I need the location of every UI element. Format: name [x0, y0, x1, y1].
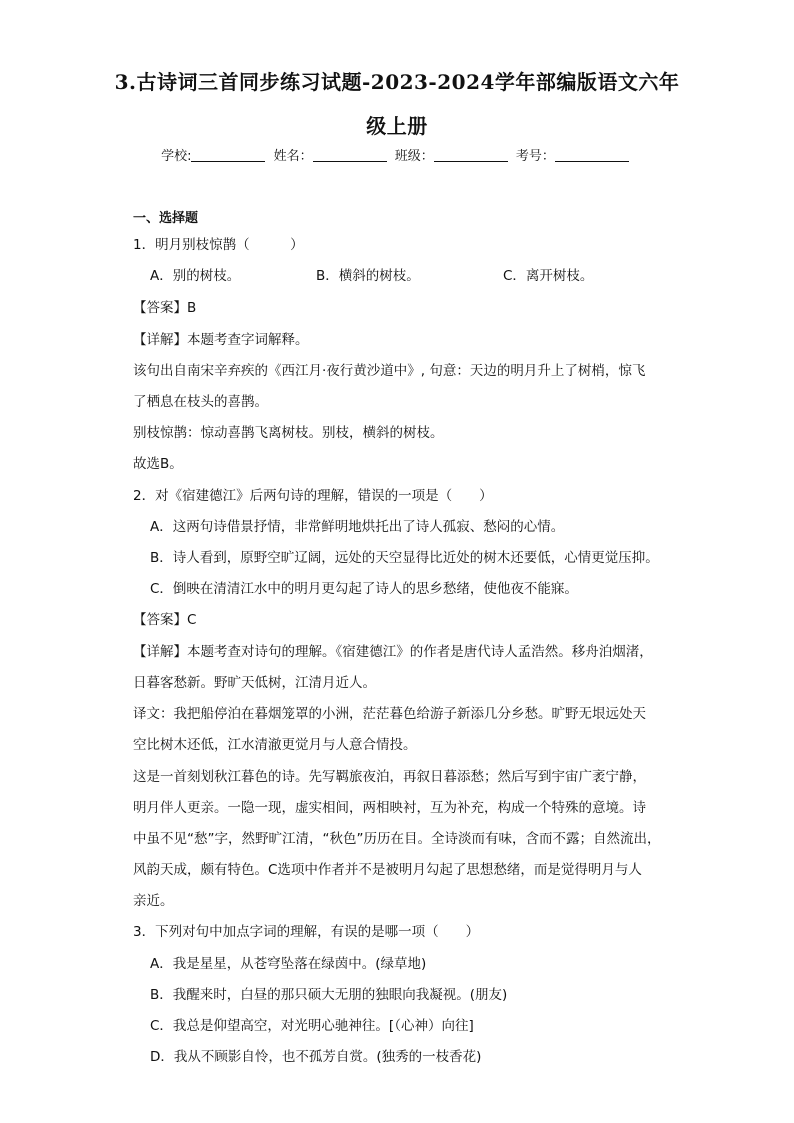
- q1-detail-line: 别枝惊鹊：惊动喜鹊飞离树枝。别枝，横斜的树枝。: [133, 425, 444, 441]
- document-title-line-1: 3.古诗词三首同步练习试题-2023-2024学年部编版语文六年: [114, 70, 680, 94]
- q3-option-b: B．我醒来时，白昼的那只硕大无朋的独眼向我凝视。(朋友): [150, 987, 508, 1003]
- school-blank: [191, 147, 265, 162]
- q1-detail-line: 该句出自南宋辛弃疾的《西江月·夜行黄沙道中》, 句意：天边的明月升上了树梢，惊飞: [133, 363, 646, 379]
- q2-detail-line: 译文：我把船停泊在暮烟笼罩的小洲，茫茫暮色给游子新添几分乡愁。旷野无垠远处天: [133, 706, 646, 722]
- q3-option-d: D．我从不顾影自怜，也不孤芳自赏。(独秀的一枝香花): [150, 1049, 482, 1065]
- document-title-line-2: 级上册: [366, 114, 428, 138]
- q2-answer: 【答案】C: [133, 612, 197, 628]
- q1-answer: 【答案】B: [133, 300, 197, 316]
- q2-detail-line: 亲近。: [133, 893, 174, 909]
- section-heading: 一、选择题: [133, 211, 199, 226]
- q1-option-a: A．别的树枝。: [150, 268, 241, 284]
- q2-detail-line: 【详解】本题考查对诗句的理解。《宿建德江》的作者是唐代诗人孟浩然。移舟泊烟渚，: [133, 644, 653, 660]
- name-blank: [313, 147, 387, 162]
- q2-option-c: C．倒映在清清江水中的明月更勾起了诗人的思乡愁绪，使他夜不能寐。: [150, 581, 578, 597]
- exam-no-blank: [555, 147, 629, 162]
- class-blank: [434, 147, 508, 162]
- q1-detail-line: 【详解】本题考查字词解释。: [133, 332, 309, 348]
- q2-detail-line: 风韵天成，颇有特色。C选项中作者并不是被明月勾起了思想愁绪，而是觉得明月与人: [133, 862, 642, 878]
- q2-stem: 2．对《宿建德江》后两句诗的理解，错误的一项是（ ）: [133, 488, 493, 504]
- q2-option-b: B．诗人看到，原野空旷辽阔，远处的天空显得比近处的树木还要低，心情更觉压抑。: [150, 550, 659, 566]
- q1-detail-line: 了栖息在枝头的喜鹊。: [133, 394, 268, 410]
- q1-detail-line: 故选B。: [133, 456, 183, 472]
- q2-detail-line: 这是一首刻划秋江暮色的诗。先写羁旅夜泊，再叙日暮添愁；然后写到宇宙广袤宁静，: [133, 769, 646, 785]
- q3-option-c: C．我总是仰望高空，对光明心驰神往。[（心神）向往]: [150, 1018, 474, 1034]
- q2-detail-line: 中虽不见“愁”字，然野旷江清，“秋色”历历在目。全诗淡而有味，含而不露；自然流出，: [133, 831, 661, 847]
- exam-no-label: 考号：: [515, 149, 555, 164]
- q1-option-c: C．离开树枝。: [503, 268, 594, 284]
- q1-option-b: B．横斜的树枝。: [316, 268, 420, 284]
- school-label: 学校:: [161, 149, 192, 164]
- q2-detail-line: 明月伴人更亲。一隐一现，虚实相间，两相映衬，互为补充，构成一个特殊的意境。诗: [133, 800, 646, 816]
- class-label: 班级：: [394, 149, 434, 164]
- q2-detail-line: 空比树木还低，江水清澈更觉月与人意合情投。: [133, 737, 417, 753]
- student-info-row: [0, 145, 794, 164]
- q1-stem: 1．明月别枝惊鹊（ ）: [133, 237, 304, 253]
- q3-option-a: A．我是星星，从苍穹坠落在绿茵中。(绿草地): [150, 956, 427, 972]
- q2-option-a: A．这两句诗借景抒情，非常鲜明地烘托出了诗人孤寂、愁闷的心情。: [150, 519, 565, 535]
- q2-detail-line: 日暮客愁新。野旷天低树，江清月近人。: [133, 675, 376, 691]
- name-label: 姓名：: [273, 149, 313, 164]
- q3-stem: 3．下列对句中加点字词的理解，有误的是哪一项（ ）: [133, 924, 480, 940]
